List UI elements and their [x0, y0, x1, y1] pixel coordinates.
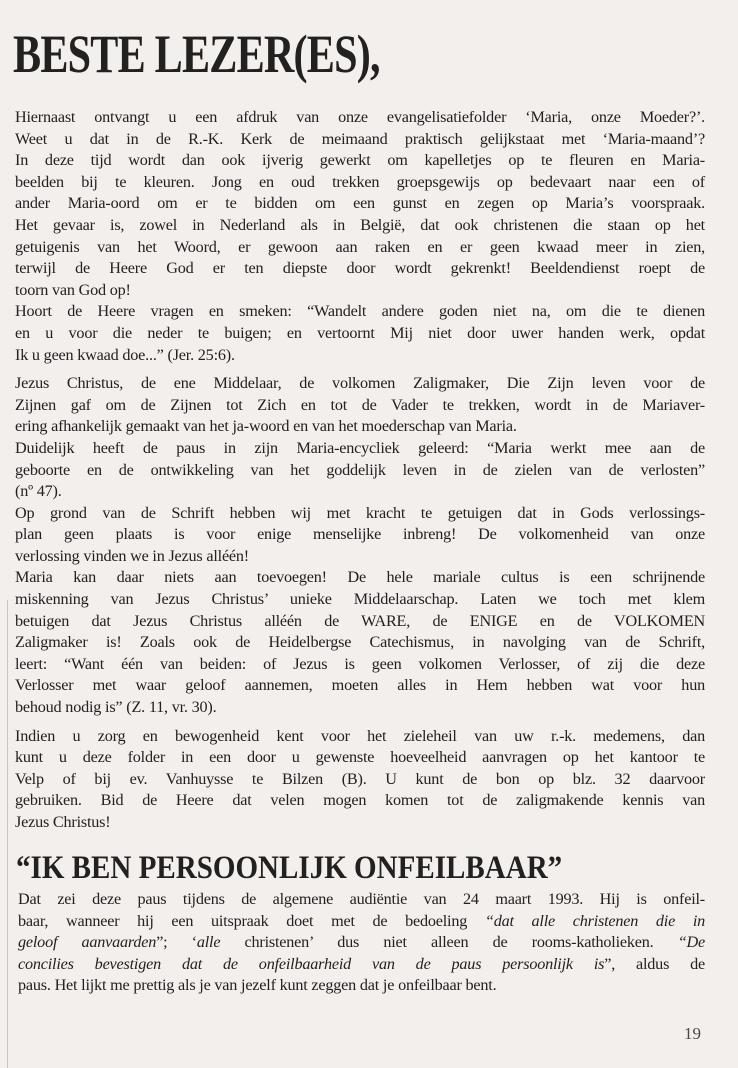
text-line: getuigenis van het Woord, er gewoon aan raken en er geen kwaad meer in zien, — [15, 237, 705, 256]
paragraph — [15, 726, 705, 834]
italic-quote: alle — [196, 933, 221, 952]
paragraph — [15, 107, 705, 301]
text-line: Ik u geen kwaad doe...” (Jer. 25:6). — [15, 345, 235, 364]
italic-quote: “De — [677, 933, 705, 952]
paragraph — [15, 438, 705, 503]
text-line: (nº 47). — [15, 482, 62, 501]
italic-quote: geloof aanvaarden — [18, 933, 157, 952]
text-line: geboorte en de ontwikkeling van het goddelijk leven in de zielen van de verlosten” — [15, 460, 705, 479]
italic-quote: concilies bevestigen dat de onfeilbaarheid van de paus persoonlijk is — [18, 954, 605, 973]
text-line: Duidelijk heeft de paus in zijn Maria-encycliek geleerd: “Maria werkt mee aan de — [15, 438, 705, 457]
text-line: In deze tijd wordt dan ook ijverig gewerkt om kapelletjes op te fleuren en Maria- — [15, 151, 705, 170]
text-line: ander Maria-oord om er te bidden om een gunst en zegen op Maria’s voorspraak. — [15, 194, 705, 213]
text-line: verlossing vinden we in Jezus alléén! — [15, 546, 249, 565]
text-line: Weet u dat in de R.-K. Kerk de meimaand praktisch gelijkstaat met ‘Maria-maand’? — [15, 129, 705, 148]
text-run: ”, aldus de — [604, 954, 705, 973]
text-line: miskenning van Jezus Christus’ unieke Middelaarschap. Laten we toch met klem — [15, 590, 705, 609]
page-number: 19 — [684, 1024, 701, 1043]
text-run: christenen’ dus niet alleen de rooms-katholieken. — [220, 933, 678, 952]
letter-body — [15, 107, 705, 834]
text-line: Zaligmaker is! Zoals ook de Heidelbergse Catechismus, in navolging van de Schrift, — [15, 633, 705, 652]
text-run: Dat zei deze paus tijdens de algemene audiëntie van 24 maart 1993. Hij is onfeil- — [18, 890, 705, 908]
text-line: terwijl de Heere God er ten diepste door wordt gekrenkt! Beeldendienst roept de — [15, 259, 705, 278]
text-line: Het gevaar is, zowel in Nederland als in België, dat ook christenen die staan op het — [15, 215, 705, 234]
text-line — [18, 932, 705, 954]
text-run: baar, wanneer hij een uitspraak doet met de bedoeling — [18, 911, 485, 930]
text-line: leert: “Want één van beiden: of Jezus is geen volkomen Verlosser, of zij die deze — [15, 654, 705, 673]
text-line: Hiernaast ontvangt u een afdruk van onze evangelisatiefolder ‘Maria, onze Moeder?’. — [15, 108, 705, 126]
text-line: Indien u zorg en bewogenheid kent voor het zieleheil van uw r.-k. medemens, dan — [15, 726, 705, 745]
text-line: Hoort de Heere vragen en smeken: “Wandelt andere goden niet na, om die te dienen — [15, 302, 705, 321]
text-line: kunt u deze folder in een door u gewenste hoeveelheid aanvragen op het kantoor te — [15, 748, 705, 767]
text-line: beelden bij te kleuren. Jong en oud trekken groepsgewijs op bedevaart naar een of — [15, 172, 705, 191]
text-line — [18, 975, 705, 997]
italic-quote: “dat alle christenen die in — [484, 911, 706, 930]
paragraph — [18, 889, 705, 997]
text-line: en u voor die neder te buigen; en vertoornt Mij niet door uwer handen werk, opdat — [15, 323, 705, 342]
text-line — [18, 911, 705, 933]
page-title: BESTE LEZER(ES), — [13, 24, 380, 84]
text-line: Op grond van de Schrift hebben wij met kracht te getuigen dat in Gods verlossings- — [15, 503, 705, 522]
text-line: betuigen dat Jezus Christus alléén de WARE, de ENIGE en de VOLKOMEN — [15, 611, 705, 630]
text-line: Maria kan daar niets aan toevoegen! De hele mariale cultus is een schrijnende — [15, 568, 705, 587]
paragraph — [15, 503, 705, 568]
text-run: paus. Het lijkt me prettig als je van jezelf kunt zeggen dat je onfeilbaar bent. — [18, 976, 497, 995]
text-line: Jezus Christus, de ene Middelaar, de volkomen Zaligmaker, Die Zijn leven voor de — [15, 374, 705, 393]
text-line: behoud nodig is” (Z. 11, vr. 30). — [15, 698, 217, 717]
paragraph — [15, 567, 705, 718]
paragraph — [15, 301, 705, 366]
text-line: Jezus Christus! — [15, 813, 111, 831]
text-line: Velp of bij ev. Vanhuysse te Bilzen (B). U kunt de bon op blz. 32 daarvoor — [15, 769, 705, 788]
text-line: ering afhankelijk gemaakt van het ja-woord en van het moederschap van Maria. — [15, 417, 517, 436]
text-line: Zijnen gaf om de Zijnen tot Zich en tot de Vader te trekken, wordt in de Mariaver- — [15, 395, 705, 414]
text-line: plan geen plaats is voor enige menselijke inbreng! De volkomenheid van onze — [15, 525, 705, 544]
paragraph — [15, 373, 705, 438]
scan-edge-line — [7, 600, 8, 1068]
text-line: gebruiken. Bid de Heere dat velen mogen komen tot de zaligmakende kennis van — [15, 791, 705, 810]
text-line — [18, 889, 705, 911]
text-line — [18, 954, 705, 976]
section-body — [18, 889, 705, 997]
text-line: Verlosser met waar geloof aannemen, moeten alles in Hem hebben wat voor hun — [15, 676, 705, 695]
text-run: ”; ‘ — [156, 933, 197, 952]
text-line: toorn van God op! — [15, 280, 131, 299]
section-heading: “IK BEN PERSOONLIJK ONFEILBAAR” — [16, 850, 563, 886]
